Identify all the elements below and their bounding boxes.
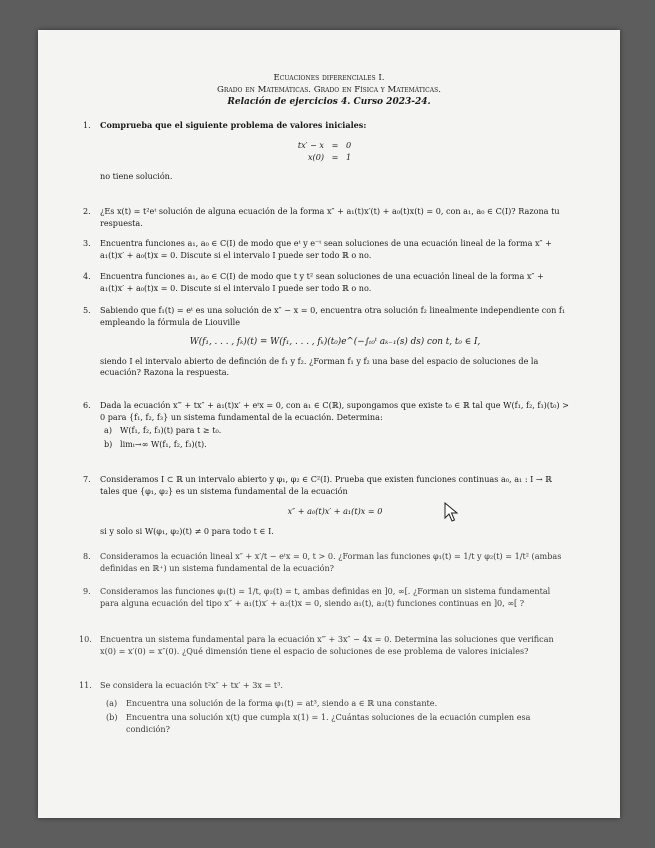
- exercise-number: 4.: [83, 271, 91, 281]
- exercise-text: Encuentra funciones a₁, a₀ ∈ C(I) de modo que t y t² sean soluciones de una ecuación lineal de la forma x″ + a₁(t)x′ + a₀(t)x = 0. Discute si el intervalo I puede ser todo ℝ o no.: [100, 271, 544, 293]
- exercise-number: 11.: [79, 680, 92, 690]
- exercise-8: [83, 551, 570, 574]
- subitem-text: Encuentra una solución de la forma φ₁(t) = at³, siendo a ∈ ℝ una constante.: [126, 697, 438, 708]
- exercise-text: Sabiendo que f₁(t) = eᵗ es una solución de x″ − x = 0, encuentra otra solución f₂ linealmente independiente con f₁ empleando la fórmula de Liouville: [100, 305, 566, 327]
- degree-line: Grado en Matemáticas. Grado en Física y Matemáticas.: [217, 85, 441, 95]
- subitem-text: limₜ→∞ W(f₁, f₂, f₃)(t).: [120, 438, 207, 449]
- subitem-label: (b): [106, 712, 118, 723]
- subitem-label: b): [104, 438, 113, 449]
- document-header: [38, 72, 620, 108]
- exercise-text: Se considera la ecuación t²x″ + tx′ + 3x = t³.: [100, 680, 283, 690]
- system-rhs: 1: [346, 152, 352, 163]
- subitem: [100, 698, 570, 710]
- equation: x″ + a₀(t)x′ + a₁(t)x = 0: [287, 506, 383, 517]
- subitem-text: W(f₁, f₂, f₃)(t) para t ≥ t₀.: [120, 425, 222, 436]
- exercise-7: [83, 474, 570, 537]
- exercise-3: [83, 238, 570, 261]
- exercise-number: 2.: [83, 206, 91, 216]
- exercise-text-after: si y solo si W(φ₁, φ₂)(t) ≠ 0 para todo t ∈ I.: [100, 525, 274, 536]
- course-title: Ecuaciones diferenciales I.: [273, 73, 385, 83]
- subitem-label: (a): [106, 697, 118, 708]
- document-page: [38, 30, 620, 818]
- exercise-6: [83, 400, 570, 450]
- exercise-number: 3.: [83, 238, 91, 248]
- exercise-text: Consideramos la ecuación lineal x″ + x′/t − eᵗx = 0, t > 0. ¿Forman las funciones φ₁(t) = 1/t y φ₂(t) = 1/t² (ambas definidas en ℝ⁺) un sistema fundamental de la ecuación?: [100, 551, 562, 573]
- exercise-5: [83, 305, 570, 379]
- system-rhs: 0: [346, 139, 352, 150]
- subitem-text: Encuentra una solución x(t) que cumpla x(1) = 1. ¿Cuántas soluciones de la ecuación cumplen esa condición?: [126, 712, 531, 734]
- exercise-text: Consideramos I ⊂ ℝ un intervalo abierto y φ₁, φ₂ ∈ C²(I). Prueba que existen funciones continuas a₀, a₁ : I → ℝ tales que {φ₁, φ₂} es un sistema fundamental de la ecuación: [100, 474, 552, 496]
- liouville-formula: W(f₁, . . . , fₖ)(t) = W(f₁, . . . , fₖ)(t₀)e^(−∫ₜ₀ᵗ aₖ₋₁(s) ds) con t, t₀ ∈ I,: [189, 337, 481, 348]
- exercise-number: 5.: [83, 305, 91, 315]
- exercise-number: 1.: [83, 120, 91, 130]
- subitem-label: a): [104, 425, 112, 436]
- exercise-1: [83, 120, 570, 182]
- exercise-11: [79, 680, 570, 735]
- system-op: =: [331, 139, 339, 150]
- exercise-4: [83, 271, 570, 294]
- exercise-number: 9.: [83, 586, 91, 596]
- subitem: [100, 712, 570, 735]
- exercise-number: 10.: [79, 634, 92, 644]
- mouse-cursor-icon: [444, 502, 458, 522]
- exercise-text: Dada la ecuación x‴ + tx″ + a₁(t)x′ + eᵗx = 0, con a₁ ∈ C(ℝ), supongamos que existe t₀ ∈ ℝ tal que W(f₁, f₂, f₃)(t₀) > 0 para {f₁, f₂, f₃} un sistema fundamental de la ecuación. Determina:: [100, 400, 569, 422]
- system-op: =: [331, 152, 339, 163]
- exercise-10: [79, 634, 570, 657]
- exercise-9: [83, 586, 570, 609]
- subitem: [100, 439, 570, 451]
- exercise-text: Encuentra funciones a₁, a₀ ∈ C(I) de modo que eᵗ y e⁻ᵗ sean soluciones de una ecuación lineal de la forma x″ + a₁(t)x′ + a₀(t)x = 0. Discute si el intervalo I puede ser todo ℝ o no.: [100, 238, 552, 260]
- exercise-number: 7.: [83, 474, 91, 484]
- system-lhs: tx′ − x: [297, 139, 324, 150]
- exercise-text: Encuentra un sistema fundamental para la ecuación x‴ + 3x″ − 4x = 0. Determina las soluciones que verifican x(0) = x′(0) = x″(0). ¿Qué dimensión tiene el espacio de soluciones de ese problema de valores iniciales?: [100, 634, 554, 656]
- exercise-text: Consideramos las funciones φ₁(t) = 1/t, φ₂(t) = t, ambas definidas en ]0, ∞[. ¿Forman un sistema fundamental para alguna ecuación del tipo x″ + a₁(t)x′ + a₂(t)x = 0, siendo a₁(t), a₂(t) funciones continuas en ]0, ∞[ ?: [100, 586, 551, 608]
- subitem: [100, 425, 570, 437]
- exercise-2: [83, 206, 570, 229]
- exercise-text-after: no tiene solución.: [100, 170, 173, 181]
- exercise-number: 6.: [83, 400, 91, 410]
- exercise-number: 8.: [83, 551, 91, 561]
- system-lhs: x(0): [307, 152, 324, 163]
- sheet-title: Relación de ejercicios 4. Curso 2023-24.: [227, 97, 431, 107]
- exercise-text-after: siendo I el intervalo abierto de definción de f₁ y f₂. ¿Forman f₁ y f₂ una base del espacio de soluciones de la ecuación? Razona la respuesta.: [100, 355, 539, 378]
- exercise-text: ¿Es x(t) = t²eᵗ solución de alguna ecuación de la forma x″ + a₁(t)x′(t) + a₀(t)x(t) = 0, con a₁, a₀ ∈ C(I)? Razona tu respuesta.: [100, 206, 560, 228]
- ivp-system: [280, 140, 390, 165]
- exercise-text: Comprueba que el siguiente problema de valores iniciales:: [100, 120, 367, 130]
